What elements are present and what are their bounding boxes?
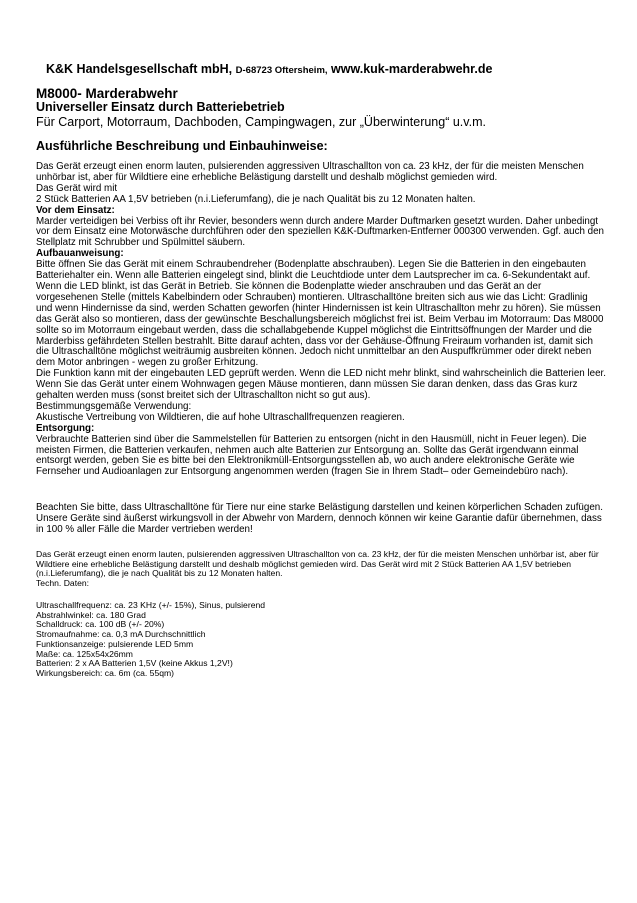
company-address: D-68723 Oftersheim,: [235, 65, 328, 76]
tech-data-item: Stromaufnahme: ca. 0,3 mA Durchschnittlich: [36, 629, 206, 640]
intended-use-heading: Bestimmungsgemäße Verwendung:: [36, 400, 192, 412]
assembly-heading: Aufbauanweisung:: [36, 248, 124, 260]
tech-data-item: Batterien: 2 x AA Batterien 1,5V (keine Akkus 1,2V!): [36, 658, 233, 669]
intro-line-2: Das Gerät wird mit: [36, 182, 118, 194]
function-text: Die Funktion kann mit der eingebauten LED geprüft werden. Wenn die LED nicht mehr blinkt, sind wahrscheinlich die Batterien leer. Wenn Sie das Gerät unter einem Wohnwagen gegen Mäuse montieren, dann müssen Sie daran denken, dass das Gras kurz gehalten werden muss (sonst breitet sich der Ultraschallton nicht so gut aus).: [36, 368, 606, 402]
notice-paragraph: [36, 502, 606, 535]
product-subtitle: Universeller Einsatz durch Batteriebetrieb: [36, 100, 285, 114]
tech-data-heading: Techn. Daten:: [36, 577, 90, 588]
tech-data-item: Maße: ca. 125x54x26mm: [36, 648, 133, 659]
intro-line-3: 2 Stück Batterien AA 1,5V betrieben (n.i.Lieferumfang), die je nach Qualität bis zu 12 Monaten halten.: [36, 193, 476, 205]
assembly-text: Bitte öffnen Sie das Gerät mit einem Schraubendreher (Bodenplatte abschrauben). Legen Sie die Batterien in den eingebauten Batteriehalter ein. Wenn alle Batterien eingelegt sind, blinkt die Leuchtdiode unter dem Lautsprecher im ca. 6-Sekundentakt auf. Wenn die LED blinkt, ist das Gerät in Betrieb. Sie können die Bodenplatte wieder anschrauben und das Gerät an der vorgesehenen Stelle (mittels Kabelbindern oder Schrauben) montieren. Ultraschalltöne breiten sich aus wie das Licht: Gradlinig und wenn Hindernisse da sind, werden Schatten geworfen (hinter Hindernissen ist kein Ultraschallton mehr zu hören). Sie müssen das Gerät also so montieren, dass der gewünschte Beschallungsbereich möglichst frei ist. Beim Verbau im Motorraum: Das M8000 sollte so im Motorraum eingebaut werden, dass die schallabgebende Kuppel möglichst die Eintrittsöffnungen der Marder und die Marderbiss gefährdeten Stellen bestrahlt. Bitte darauf achten, dass vor der Gehäuse-Öffnung Freiraum vorhanden ist, damit sich die Ultraschalltöne möglichst weiträumig ausbreiten können. Jedoch nicht unmittelbar an den Auspuffkrümmer oder direkt neben dem Motor anbringen - wegen zu großer Erhitzung.: [36, 259, 604, 369]
tech-data-list: [36, 601, 265, 679]
intended-use-text: Akustische Vertreibung von Wildtieren, die auf hohe Ultraschallfrequenzen reagieren.: [36, 411, 405, 423]
disposal-text: Verbrauchte Batterien sind über die Sammelstellen für Batterien zu entsorgen (nicht in den Hausmüll, nicht in Feuer legen). Die meisten Firmen, die Batterien verkaufen, nehmen auch alte Batterien zur Entsorgung an. Sollte das Gerät irgendwann einmal entsorgt werden, geben Sie es bitte bei den Elektronikmüll-Entsorgungsstellen ab, wo auch andere elektronische Geräte wie Fernseher und Audioanlagen zur Entsorgung angenommen werden (fragen Sie in Ihrem Stadt– oder Gemeindebüro nach).: [36, 433, 587, 478]
tech-data-item: Ultraschallfrequenz: ca. 23 KHz (+/- 15%), Sinus, pulsierend: [36, 600, 266, 610]
intro-paragraph: Das Gerät erzeugt einen enorm lauten, pulsierenden aggressiven Ultraschallton von ca. 23 kHz, der für die meisten Menschen unhörbar ist, aber für Wildtiere eine erhebliche Belästigung darstellt und deshalb möglichst gemieden wird.: [36, 161, 584, 183]
disposal-heading: Entsorgung:: [36, 422, 95, 434]
company-name: K&K Handelsgesellschaft mbH,: [46, 62, 233, 76]
summary-block: [36, 550, 606, 588]
product-title: M8000- Marderabwehr: [36, 86, 178, 101]
tech-data-item: Schalldruck: ca. 100 dB (+/- 20%): [36, 619, 165, 630]
description-body: [36, 162, 606, 478]
company-website: www.kuk-marderabwehr.de: [331, 62, 493, 76]
before-use-text: Marder verteidigen bei Verbiss oft ihr Revier, besonders wenn durch andere Marder Duftmarken gesetzt wurden. Daher unbedingt vor dem Einsatz eine Motorwäsche durchführen oder den speziellen K&K-Duftmarken-Entferner 000300 verwenden. Ggf. auch den Stellplatz mit Schrubber und Spülmittel säubern.: [36, 215, 604, 249]
tech-data-item: Wirkungsbereich: ca. 6m (ca. 55qm): [36, 667, 175, 678]
summary-text: Das Gerät erzeugt einen enorm lauten, pulsierenden aggressiven Ultraschallton von ca. 23 kHz, der für die meisten Menschen unhörbar ist, aber für Wildtiere eine erhebliche Belästigung darstellt und deshalb möglichst gemieden wird. Das Gerät wird mit 2 Stück Batterien AA 1,5V betrieben (n.i.Lieferumfang), die je nach Qualität bis zu 12 Monaten halten.: [36, 549, 599, 579]
product-uses: Für Carport, Motorraum, Dachboden, Campingwagen, zur „Überwinterung“ u.v.m.: [36, 115, 486, 129]
before-use-heading: Vor dem Einsatz:: [36, 204, 115, 216]
tech-data-item: Abstrahlwinkel: ca. 180 Grad: [36, 609, 146, 620]
section-heading: Ausführliche Beschreibung und Einbauhinweise:: [36, 139, 328, 153]
letterhead: [46, 62, 492, 76]
tech-data-item: Funktionsanzeige: pulsierende LED 5mm: [36, 638, 194, 649]
notice-text: Beachten Sie bitte, dass Ultraschalltöne für Tiere nur eine starke Belästigung darstellen und keinen körperlichen Schaden zufügen. Unsere Geräte sind äußerst wirkungsvoll in der Abwehr von Mardern, dennoch können wir keine Garantie dafür übernehmen, dass in 100 % aller Fälle die Marder vertrieben werden!: [36, 502, 603, 535]
